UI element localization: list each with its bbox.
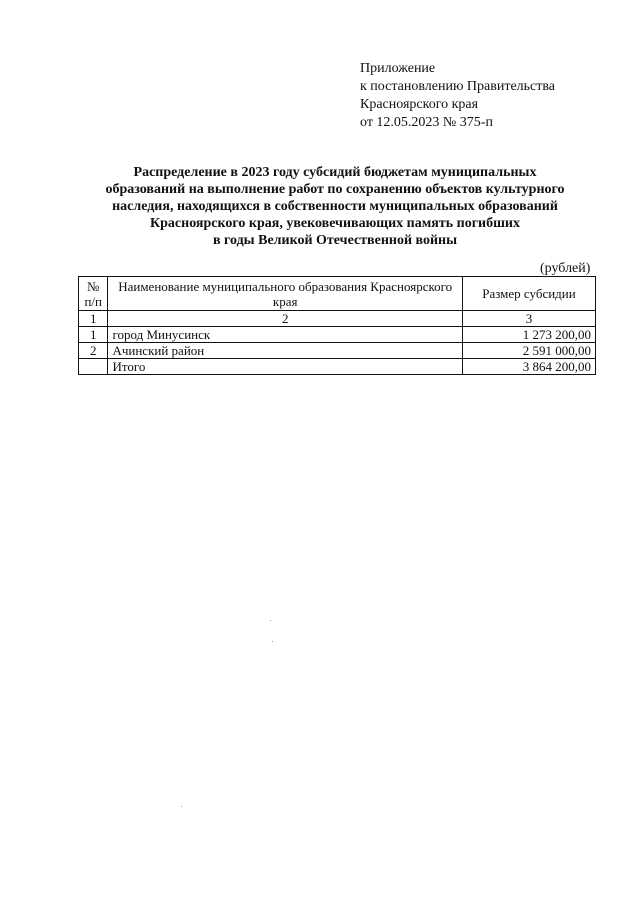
title-line: в годы Великой Отечественной войны <box>212 233 458 248</box>
row-amount: 2 591 000,00 <box>462 343 595 359</box>
appendix-line: Приложение <box>360 61 436 76</box>
title-line: Красноярского края, увековечивающих память погибших <box>149 216 520 231</box>
document-title <box>70 164 600 249</box>
row-num: 1 <box>79 327 108 343</box>
header-name: Наименование муниципального образования Красноярского края <box>108 277 462 311</box>
subsidy-table <box>78 276 596 375</box>
table-header-row <box>79 277 596 311</box>
index-cell: 3 <box>462 311 595 327</box>
appendix-date-line: от 12.05.2023 № 375-п <box>360 115 493 130</box>
scan-speck <box>181 806 182 807</box>
appendix-line: Красноярского края <box>360 97 479 112</box>
units-label: (рублей) <box>540 261 591 276</box>
appendix-line: к постановлению Правительства <box>360 79 556 94</box>
header-num: № п/п <box>79 277 108 311</box>
title-line: наследия, находящихся в собственности муниципальных образований <box>112 199 558 214</box>
row-amount: 1 273 200,00 <box>462 327 595 343</box>
total-label: Итого <box>108 359 462 375</box>
row-name: Ачинский район <box>108 343 462 359</box>
index-cell: 2 <box>108 311 462 327</box>
table-total-row <box>79 359 596 375</box>
scan-speck <box>270 620 271 621</box>
header-amount: Размер субсидии <box>462 277 595 311</box>
total-num <box>79 359 108 375</box>
title-line: образований на выполнение работ по сохранению объектов культурного <box>105 182 565 197</box>
table-index-row <box>79 311 596 327</box>
title-line: Распределение в 2023 году субсидий бюджетам муниципальных <box>133 165 537 180</box>
scan-speck <box>272 641 273 642</box>
appendix-block <box>360 60 555 132</box>
table-row <box>79 343 596 359</box>
row-name: город Минусинск <box>108 327 462 343</box>
row-num: 2 <box>79 343 108 359</box>
total-amount: 3 864 200,00 <box>462 359 595 375</box>
index-cell: 1 <box>79 311 108 327</box>
table-row <box>79 327 596 343</box>
